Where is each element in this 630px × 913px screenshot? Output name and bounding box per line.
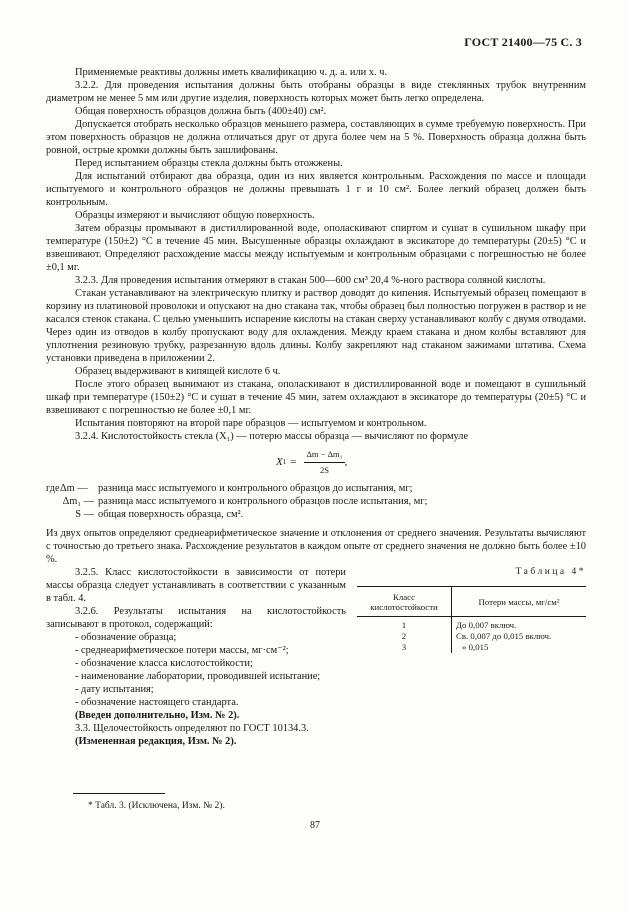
formula-lhs: X — [276, 455, 283, 468]
where-line — [46, 508, 586, 521]
table-header-row — [357, 587, 586, 617]
amendment-note: (Введен дополнительно, Изм. № 2). — [75, 710, 240, 721]
table-cell-loss: » 0,015 — [462, 642, 489, 652]
page-header: ГОСТ 21400—75 С. 3 — [464, 35, 582, 49]
paragraph-reagents: Применяемые реактивы должны иметь квалификацию ч. д. а. или х. ч. — [75, 67, 388, 78]
where-prefix: где — [46, 483, 60, 494]
where-text: разница масс испытуемого и контрольного образцов до испытания, мг; — [98, 483, 413, 494]
document-body — [46, 66, 586, 748]
where-text: разница масс испытуемого и контрольного образцов после испытания, мг; — [98, 496, 428, 507]
paragraph-3-2-5: 3.2.5. Класс кислотостойкости в зависимости от потери массы образца следует устанавливать в соответствии с указанным в табл. 4. — [46, 567, 346, 604]
paragraph-two-samples: Для испытаний отбирают два образца, один из них является контрольным. Расхождения по массе и площади испытуемого и контрольного образцов не должны превышать 1 г и 10 см². Более легкий образец должен быть контрольным. — [46, 171, 586, 208]
table-cell-class: 2 — [357, 631, 452, 642]
paragraph-3-2-6: 3.2.6. Результаты испытания на кислотостойкость записывают в протокол, содержащий: — [46, 606, 346, 630]
paragraph-3-2-4: 3.2.4. Кислотостойкость стекла (X₁) — потерю массы образца — вычисляют по формуле — [75, 431, 469, 442]
footnote: * Табл. 3. (Исключена, Изм. № 2). — [88, 801, 225, 811]
where-text: общая поверхность образца, см². — [98, 509, 244, 520]
paragraph-setup: Стакан устанавливают на электрическую плитку и раствор доводят до кипения. Испытуемый образец помещают в корзину из платиновой проволоки и опускают на дно стакана так, чтобы образец был полностью погружен в раствор и не касался стенок стакана. С целью уменьшить испарение кислоты на стакан сверху устанавливают колбу с двумя отводами. Через один из отводов в колбу пропускают воду для охлаждения. Между краем стакана и дном колбы вставляют для уплотнения резиновую трубку, разрезанную вдоль длины. Колбу закрепляют над стаканом зажимами штатива. Схема установки приведена в приложении 2. — [46, 288, 586, 364]
table-4-block — [346, 566, 586, 748]
table-row — [357, 617, 586, 632]
amendment-note: (Измененная редакция, Изм. № 2). — [75, 736, 237, 747]
formula-numerator: Δm − Δm₁ — [304, 448, 344, 463]
paragraph-annealed: Перед испытанием образцы стекла должны быть отожжены. — [75, 158, 343, 169]
table-row — [357, 642, 586, 653]
formula-comma: , — [344, 455, 348, 468]
paragraph-3-3: 3.3. Щелочестойкость определяют по ГОСТ 10134.3. — [75, 723, 309, 734]
where-line — [46, 482, 586, 495]
paragraph-allowed: Допускается отобрать несколько образцов меньшего размера, составляющих в сумме требуемую поверхность. При этом поверхность образцов не должна отличаться друг от друга более чем на 5 %. Поверхность образца должна быть ровной, острые кромки должны быть зашлифованы. — [46, 119, 586, 156]
left-column — [46, 566, 346, 748]
formula-denominator: 2S — [320, 464, 330, 475]
protocol-item: - среднеарифметическое потери массы, мг·см⁻²; — [75, 645, 289, 656]
page-number: 87 — [310, 820, 320, 831]
paragraph-surface: Общая поверхность образцов должна быть (400±40) см². — [75, 106, 327, 117]
table-4 — [357, 586, 586, 653]
paragraph-measure: Образцы измеряют и вычисляют общую поверхность. — [75, 210, 315, 221]
table-cell-class: 1 — [357, 617, 452, 632]
where-symbol: Δm₁ — — [62, 496, 94, 507]
table-header-class: Класс кислотостойкости — [357, 587, 452, 617]
formula-fraction — [304, 448, 344, 477]
paragraph-after: После этого образец вынимают из стакана, ополаскивают в дистиллированной воде и помещают в сушильный шкаф при температуре (150±2) °С и сушат в течение 45 мин, затем охлаждают в эксикаторе до температуры (20±5) °С и взвешивают с погрешностью не более ±0,1 мг. — [46, 379, 586, 416]
protocol-item: - обозначение образца; — [75, 632, 177, 643]
table-cell-loss: До 0,007 включ. — [456, 620, 517, 630]
footnote-divider — [73, 793, 165, 794]
table-header-loss: Потери массы, мг/см² — [452, 587, 587, 617]
two-column-section — [46, 566, 586, 748]
table-cell-class: 3 — [357, 642, 452, 653]
paragraph-3-2-3: 3.2.3. Для проведения испытания отмеряют в стакан 500—600 см³ 20,4 %-ного раствора соляной кислоты. — [75, 275, 546, 286]
protocol-item: - наименование лаборатории, проводившей испытание; — [75, 671, 321, 682]
where-line — [46, 495, 586, 508]
paragraph-hold: Образец выдерживают в кипящей кислоте 6 ч. — [75, 366, 281, 377]
paragraph-results: Из двух опытов определяют среднеарифметическое значение и отклонения от среднего значения. Результаты вычисляют с точностью до третьего знака. Расхождение результатов в каждом опыте от среднего значения не должно быть более ±10 %. — [46, 528, 586, 565]
protocol-item: - обозначение настоящего стандарта. — [75, 697, 239, 708]
formula-equals: = — [290, 455, 297, 468]
protocol-item: - дату испытания; — [75, 684, 154, 695]
paragraph-3-2-2: 3.2.2. Для проведения испытания должны быть отобраны образцы в виде стеклянных трубок внутренним диаметром не менее 5 мм или другие изделия, поверхность которых может быть легко определена. — [46, 80, 586, 104]
table-row — [357, 631, 586, 642]
where-symbol: Δm — — [60, 483, 88, 494]
table-caption: Таблица 4* — [515, 567, 586, 577]
protocol-item: - обозначение класса кислотостойкости; — [75, 658, 253, 669]
table-cell-loss: Св. 0,007 до 0,015 включ. — [456, 631, 552, 641]
paragraph-repeat: Испытания повторяют на второй паре образцов — испытуемом и контрольном. — [75, 418, 427, 429]
formula-x1: X 1 = $\frac{\text{Δm − Δm₁}}{2S}$ , — [276, 448, 348, 475]
paragraph-wash: Затем образцы промывают в дистиллированной воде, ополаскивают спиртом и сушат в сушильном шкафу при температуре (150±2) °С в течение 45 мин. Высушенные образцы охлаждают в эксикаторе до температуры (20±5) °С и взвешивают. Определяют расхождение массы между испытуемым и контрольным образцами с погрешностью не более ±0,1 мг. — [46, 223, 586, 273]
where-symbol: S — — [75, 509, 94, 520]
